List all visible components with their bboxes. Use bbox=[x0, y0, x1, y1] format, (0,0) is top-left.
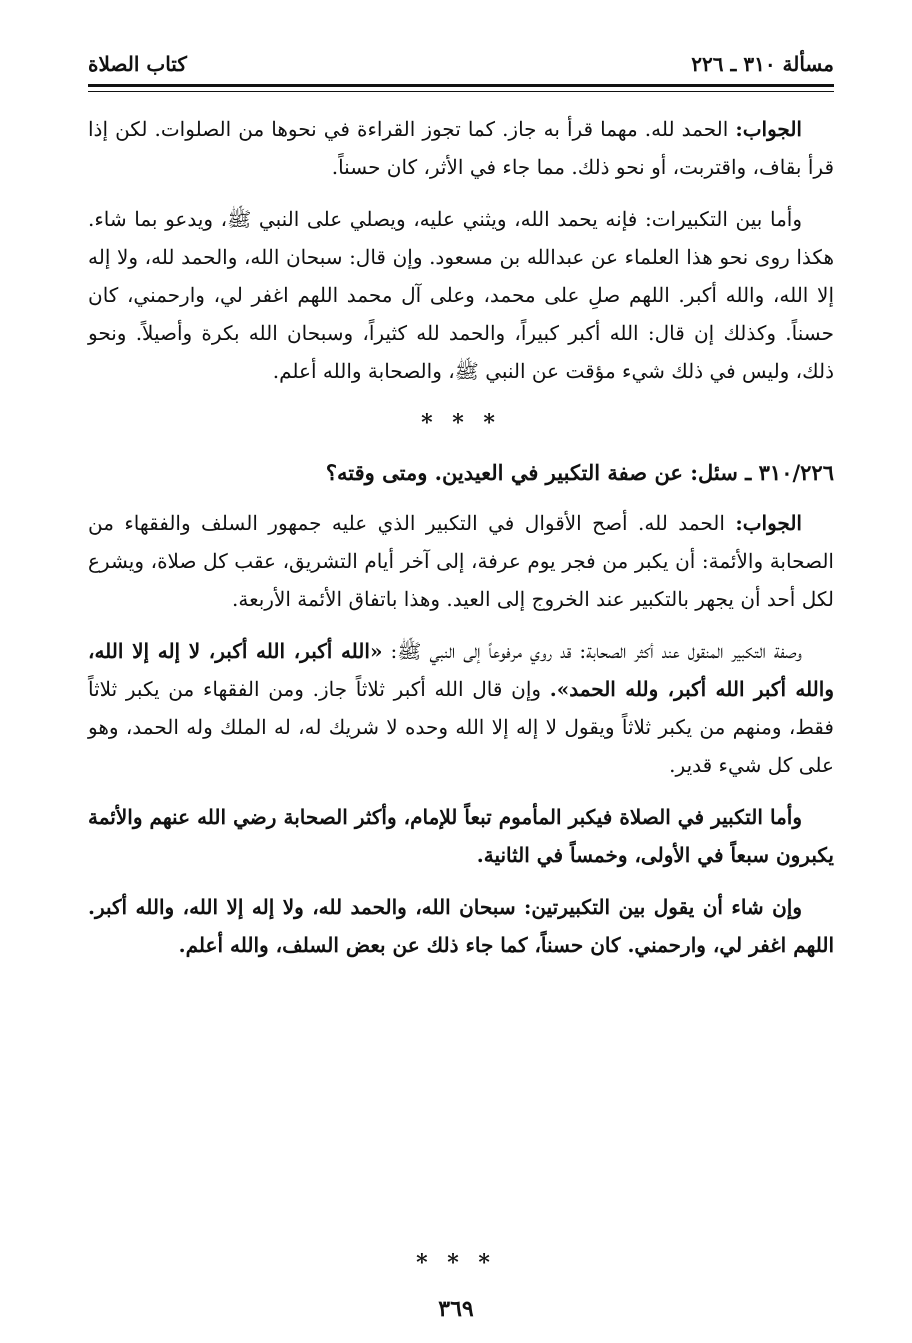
header-rule-thin bbox=[88, 91, 834, 92]
header-rule-thick bbox=[88, 84, 834, 87]
answer-label: الجواب: bbox=[735, 511, 802, 535]
page-number: ٣٦٩ bbox=[438, 1296, 474, 1322]
paragraph-answer-1 bbox=[88, 110, 834, 186]
answer-label: الجواب: bbox=[735, 117, 802, 141]
paragraph-text: وإن قال الله أكبر ثلاثاً جاز. ومن الفقهاء من يكبر ثلاثاً فقط، ومنهم من يكبر ثلاثاً ويقول لا إله إلا الله وحده لا شريك له، له الملك وله الحمد، وهو على كل شيء قدير. bbox=[88, 677, 834, 777]
section-separator: * * * bbox=[421, 410, 501, 436]
paragraph-text: الحمد لله. مهما قرأ به جاز. كما تجوز القراءة في نحوها من الصلوات. لكن إذا قرأ بقاف، واقتربت، أو نحو ذلك. مما جاء في الأثر، كان حسناً. bbox=[88, 117, 834, 179]
paragraph-between-takbirs bbox=[88, 888, 834, 964]
paragraph-text: وأما بين التكبيرات: فإنه يحمد الله، ويثني عليه، ويصلي على النبي ﷺ، ويدعو بما شاء. هكذا روى نحو هذا العلماء عن عبدالله بن مسعود. وإن قال: سبحان الله، والحمد لله، ولا إله إلا الله، والله أكبر. اللهم صلِ على محمد، وعلى آل محمد اللهم اغفر لي، وارحمني، كان حسناً. وكذلك إن قال: الله أكبر كبيراً، والحمد لله كثيراً، وسبحان الله بكرة وأصيلاً. ونحو ذلك، وليس في ذلك شيء مؤقت عن النبي ﷺ، والصحابة والله أعلم. bbox=[88, 207, 835, 383]
page-body bbox=[88, 110, 834, 978]
question-heading: ٣١٠/٢٢٦ ـ سئل: عن صفة التكبير في العيدين. ومتى وقته؟ bbox=[325, 460, 834, 485]
paragraph-answer-2 bbox=[88, 504, 834, 618]
paragraph-prayer-takbir bbox=[88, 798, 834, 874]
paragraph-takbirat bbox=[88, 200, 834, 390]
end-separator: * * * bbox=[416, 1250, 496, 1276]
paragraph-text: وصفة التكبير المنقول عند أكثر الصحابة: قد روي مرفوعاً إلى النبي ﷺ: bbox=[382, 639, 802, 663]
paragraph-text: وإن شاء أن يقول بين التكبيرتين: سبحان الله، والحمد لله، ولا إله إلا الله، والله أكبر. اللهم اغفر لي، وارحمني. كان حسناً، كما جاء ذلك عن بعض السلف، والله أعلم. bbox=[88, 895, 834, 957]
quoted-takbir: «الله أكبر، الله أكبر، لا إله إلا الله، والله أكبر الله أكبر، ولله الحمد». bbox=[88, 639, 834, 701]
header-issue-number: مسألة ٣١٠ ـ ٢٢٦ bbox=[691, 52, 834, 76]
paragraph-text: وأما التكبير في الصلاة فيكبر المأموم تبعاً للإمام، وأكثر الصحابة رضي الله عنهم والأئمة يكبرون سبعاً في الأولى، وخمساً في الثانية. bbox=[88, 805, 834, 867]
header-book-title: كتاب الصلاة bbox=[88, 52, 187, 76]
paragraph-text: الحمد لله. أصح الأقوال في التكبير الذي عليه جمهور السلف والفقهاء من الصحابة والأئمة: أن يكبر من فجر يوم عرفة، إلى آخر أيام التشريق، عقب كل صلاة، ويشرع لكل أحد أن يجهر بالتكبير عند الخروج إلى العيد. وهذا باتفاق الأئمة الأربعة. bbox=[88, 511, 834, 611]
running-header bbox=[88, 44, 834, 84]
paragraph-takbir-form bbox=[88, 632, 834, 784]
